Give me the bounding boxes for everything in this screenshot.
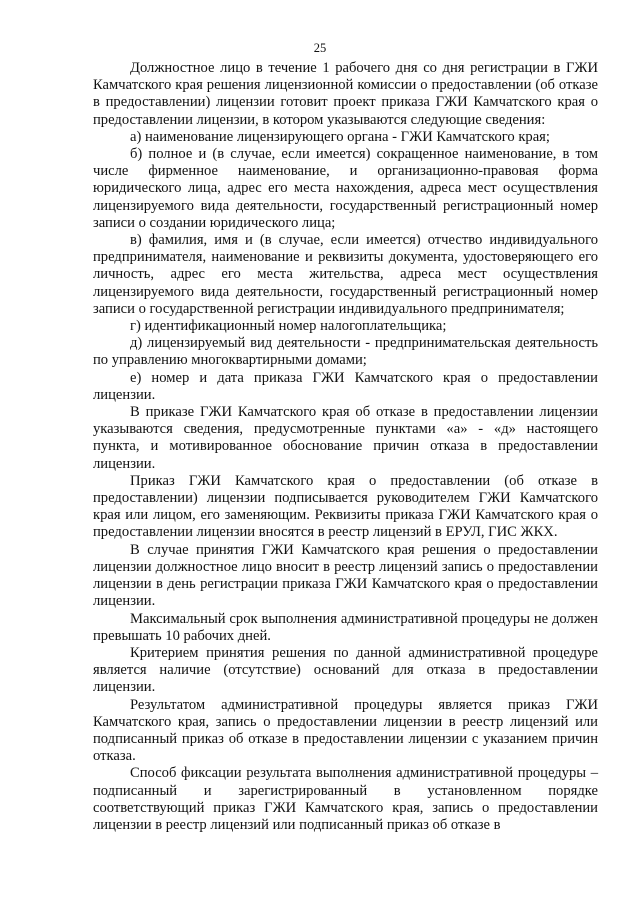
paragraph-registry-entry: В случае принятия ГЖИ Камчатского края решения о предоставлении лицензии должностное лицо вносит в реестр лицензий запись о предоставлении лицензии в день регистрации приказа ГЖИ Камчатского края о предоставлении лицензии. [93,541,598,610]
paragraph-item-g: г) идентификационный номер налогоплательщика; [130,318,447,335]
paragraph-refusal-order: В приказе ГЖИ Камчатского края об отказе в предоставлении лицензии указываются сведения, предусмотренные пунктами «а» - «д» настоящего пункта, и мотивированное обоснование причин отказа в предоставлении лицензии. [93,404,598,472]
document-body [93,60,598,834]
paragraph-order-signing: Приказ ГЖИ Камчатского края о предоставлении (об отказе в предоставлении) лицензии подписывается руководителем ГЖИ Камчатского края или лицом, его заменяющим. Реквизиты приказа ГЖИ Камчатского края о предоставлении лицензии вносятся в реестр лицензий в ЕРУЛ, ГИС ЖКХ. [93,472,598,541]
paragraph-result-fixation: Способ фиксации результата выполнения административной процедуры – подписанный и зарегистрированный в установленном порядке соответствующий приказ ГЖИ Камчатского края, запись о предоставлении лицензии в реестр лицензий или подписанный приказ об отказе в [93,765,598,833]
paragraph-intro: Должностное лицо в течение 1 рабочего дня со дня регистрации в ГЖИ Камчатского края решения лицензионной комиссии о предоставлении (об отказе в предоставлении) лицензии готовит проект приказа ГЖИ Камчатского края о предоставлении лицензии, в котором указываются следующие сведения: [93,60,598,128]
paragraph-item-b: б) полное и (в случае, если имеется) сокращенное наименование, в том числе фирменное наименование, и организационно-правовая форма юридического лица, адрес его места нахождения, адреса мест осуществления лицензируемого вида деятельности, государственный регистрационный номер записи о создании юридического лица; [93,146,598,231]
paragraph-procedure-result: Результатом административной процедуры является приказ ГЖИ Камчатского края, запись о предоставлении лицензии в реестр лицензий или подписанный приказ об отказе в предоставлении лицензии с указанием причин отказа. [93,696,598,765]
paragraph-item-d: д) лицензируемый вид деятельности - предпринимательская деятельность по управлению многоквартирными домами; [93,335,598,369]
paragraph-item-v: в) фамилия, имя и (в случае, если имеется) отчество индивидуального предпринимателя, наименование и реквизиты документа, удостоверяющего его личность, адрес его места жительства, адреса мест осуществления лицензируемого вида деятельности, государственный регистрационный номер записи о государственной регистрации индивидуального предпринимателя; [93,232,598,317]
paragraph-decision-criterion: Критерием принятия решения по данной административной процедуре является наличие (отсутствие) оснований для отказа в предоставлении лицензии. [93,644,598,696]
paragraph-item-a: а) наименование лицензирующего органа - ГЖИ Камчатского края; [130,128,550,145]
paragraph-max-duration: Максимальный срок выполнения административной процедуры не должен превышать 10 рабочих дней. [93,610,598,644]
paragraph-item-e: е) номер и дата приказа ГЖИ Камчатского края о предоставлении лицензии. [93,369,598,403]
page-number: 25 [313,41,327,55]
